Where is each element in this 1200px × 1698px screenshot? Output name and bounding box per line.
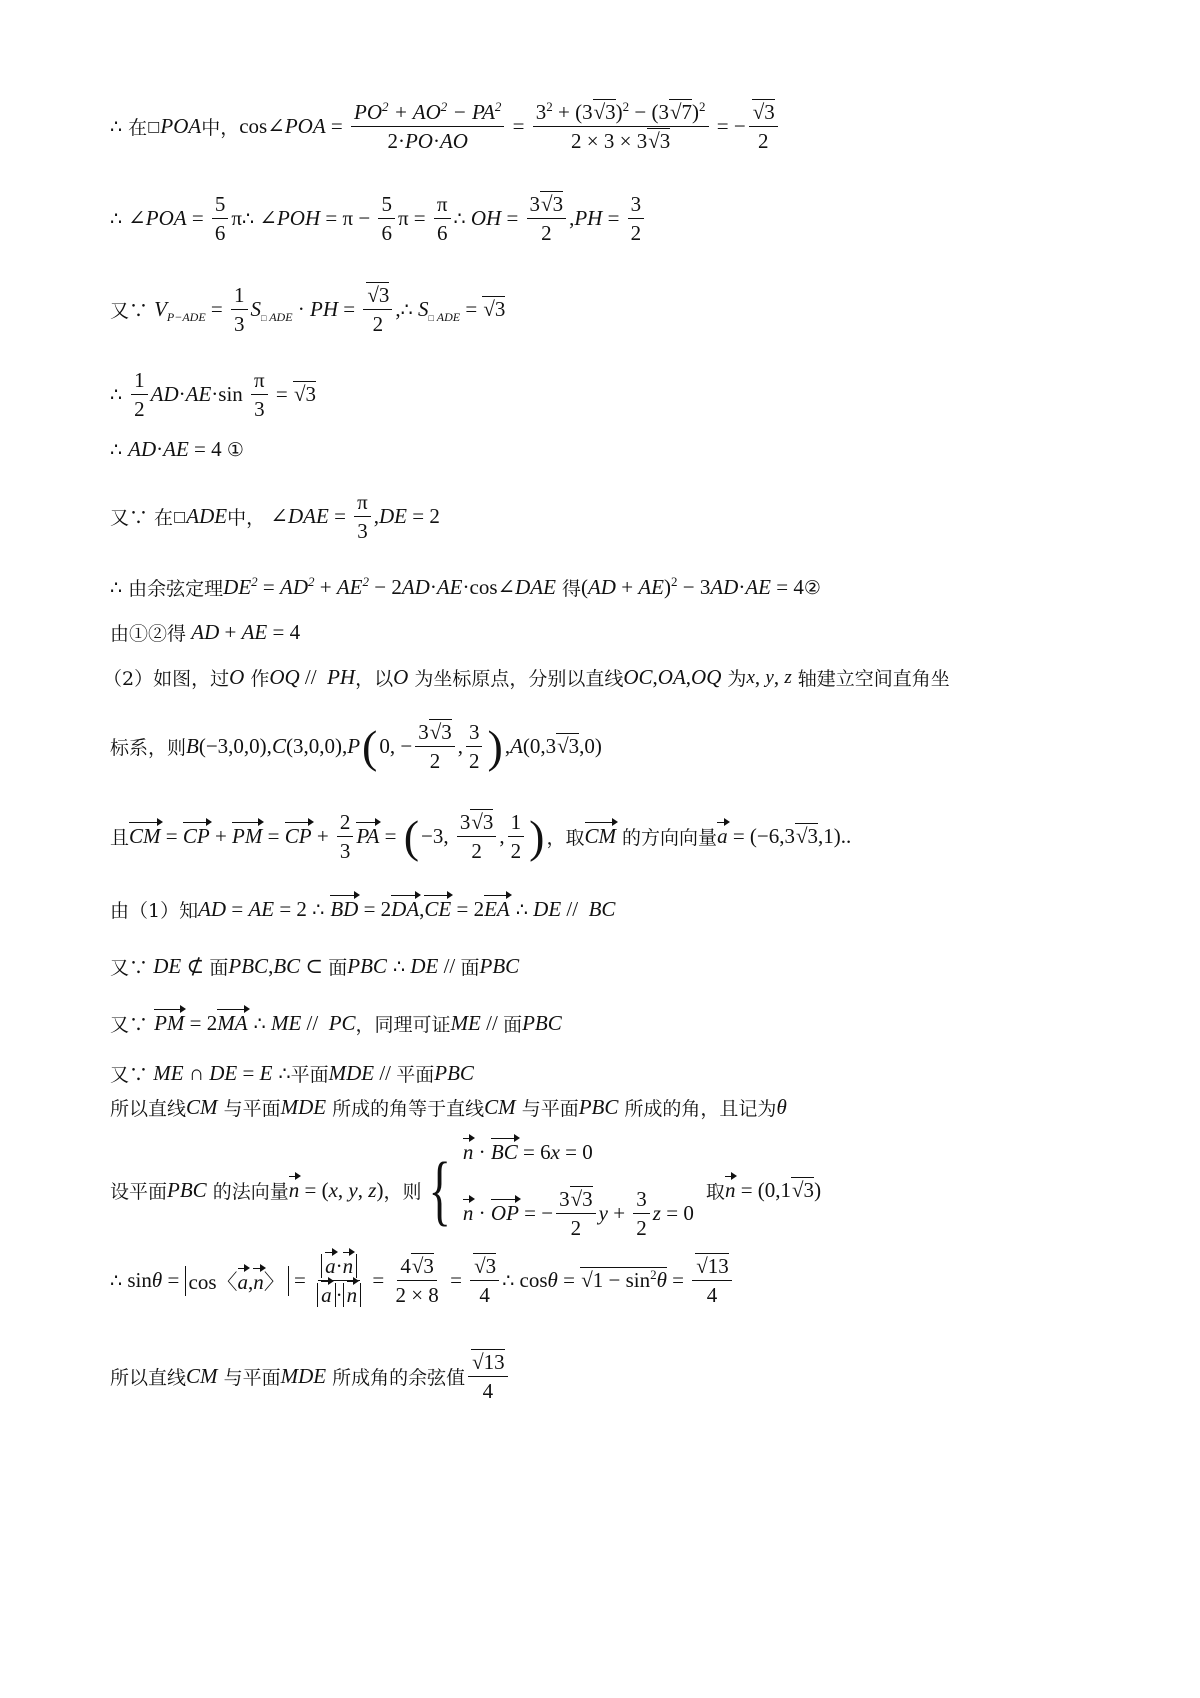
therefore-symbol: ∴: [312, 898, 325, 921]
line-coords: 标系，则 B (−3,0,0), C (3,0,0), P ( 0, − $\frac{3√3}{2}$ , $\frac{3}{2}$ ) , A (0,3√3,0): [110, 720, 602, 774]
therefore-symbol: ∴: [110, 207, 123, 230]
text-part2: 作: [250, 668, 270, 690]
therefore-symbol: ∴: [110, 438, 123, 461]
text-set-plane: 设平面: [110, 1180, 168, 1203]
text-plane: 与平面: [521, 1098, 579, 1120]
text-plane: 平面: [290, 1064, 329, 1086]
line-me-parallel: 又∵ PM = 2 MA ∴ ME // PC ，同理可证 ME // 面 PBC: [110, 1011, 562, 1036]
therefore-symbol: ∴: [242, 207, 255, 230]
therefore-symbol: ∴: [453, 207, 466, 230]
line-from-1: 由（1）知 AD = AE = 2 ∴ BD = 2 DA , CE = 2 EA ∴ DE // BC: [110, 897, 616, 922]
text-face: 面: [460, 957, 480, 979]
text-plane: 平面: [396, 1064, 435, 1086]
text-de: 得: [561, 578, 581, 600]
text-denote: 所成的角，且记为: [624, 1098, 777, 1120]
line-angle-equal: 所以直线 CM 与平面 MDE 所成的角等于直线 CM 与平面 PBC 所成的角，且记为 θ: [110, 1095, 787, 1120]
text-part2: ，以: [355, 668, 394, 690]
text-zhong: 中，: [227, 507, 266, 530]
text-you-bec: 又∵: [110, 300, 149, 323]
line-cos-poa: ∴ 在 □ POA 中， cos∠ POA = $\frac{PO^2 + AO^2 - PA^2}{2\cdot PO\cdot AO}$ = $\frac{3^2 + (3√3)^2 - (3√7)^2}{2 \times 3 \times 3√3}$ = − $\frac{√3}{2}$: [110, 100, 781, 153]
text-from-1: 由（1）知: [110, 900, 199, 922]
line-ad-ae-4: ∴ AD · AE = 4 ①: [110, 437, 244, 461]
text-then: ，则: [383, 1180, 422, 1203]
line-volume: 又∵ $V_{P-ADE}$ = $\frac{1}{3}$ $S_{□ ADE}$ · PH = $\frac{√3}{2}$ , ∴ $S_{□ ADE}$ = √3: [110, 283, 506, 337]
text-suoyi: 所以直线: [110, 1367, 187, 1390]
line-area-sin: ∴ $\frac{1}{2}$ AD · AE ·sin $\frac{\pi}{3}$ = √3: [110, 368, 317, 422]
line-de-parallel-plane: 又∵ DE ⊄ 面 PBC , BC ⊂ 面 PBC ∴ DE // 面 PBC: [110, 954, 520, 979]
text-final: 所成角的余弦值: [332, 1367, 466, 1390]
therefore-symbol: ∴: [253, 1012, 266, 1035]
equation-system: { n · BC = 6x = 0 n · OP = − $\frac{3√3}{2}$ y + $\frac{3}{2}$ z = 0: [428, 1140, 694, 1241]
text-face: 面: [209, 957, 229, 979]
text-you-bec: 又∵: [110, 1014, 149, 1036]
text-cos-law: 由余弦定理: [128, 578, 224, 600]
therefore-symbol: ∴: [110, 115, 123, 138]
therefore-symbol: ∴: [110, 576, 123, 599]
text-coord-sys: 标系，则: [110, 737, 187, 760]
line-triangle-ade: 又∵ 在 □ ADE 中， ∠ DAE = $\frac{\pi}{3}$ , DE = 2: [110, 490, 440, 544]
text-part2: 为坐标原点，分别以直线: [414, 668, 624, 690]
text-you-bec: 又∵: [110, 1064, 149, 1086]
text-in: 在: [128, 117, 148, 140]
line-sum-4: 由①②得 AD + AE = 4: [110, 620, 301, 645]
text-plane: 与平面: [223, 1098, 281, 1120]
line-final-answer: 所以直线 CM 与平面 MDE 所成角的余弦值 $\frac{√13}{4}$: [110, 1350, 511, 1403]
therefore-symbol: ∴: [515, 898, 528, 921]
equation-marker-2: ②: [803, 576, 821, 599]
text-normal-vec: 的法向量: [212, 1180, 289, 1203]
therefore-symbol: ∴: [502, 1269, 515, 1292]
text-angle-eq: 所成的角等于直线: [332, 1098, 485, 1120]
text-suoyi: 所以直线: [110, 1098, 187, 1120]
therefore-symbol: ∴: [110, 383, 123, 406]
therefore-symbol: ∴: [400, 298, 413, 321]
line-angle-poa: ∴ ∠ POA = $\frac{5}{6}$ π ∴ ∠ POH = π − $\frac{5}{6}$ π = $\frac{\pi}{6}$ ∴ OH = $\frac{3√3}{2}$ , PH = $\frac{3}{2}$: [110, 192, 647, 245]
therefore-symbol: ∴: [393, 955, 406, 978]
text-part2: 为: [727, 668, 747, 690]
therefore-symbol: ∴: [110, 1269, 123, 1292]
line-sin-theta: ∴ sin θ = cos〈a,n〉 = $\frac{a\cdot n}{a \cdot n}$ = $\frac{4√3}{2 \times 8}$ = $\frac{√3}{4}$ ∴ cos θ = $√1 - \sin^2\theta$ = $\frac{√13}{4}$: [110, 1254, 735, 1307]
text-zhong: 中，: [201, 117, 240, 140]
text-dir-vec: 的方向向量: [622, 827, 718, 850]
text-plane: 与平面: [223, 1367, 281, 1390]
text-face: 面: [503, 1014, 523, 1036]
line-part2: （2）如图，过 O 作 OQ // PH ，以 O 为坐标原点，分别以直线 OC , OA , OQ 为 x , y , z 轴建立空间直角坐: [103, 665, 950, 690]
text-take2: 取: [705, 1180, 725, 1203]
line-cosine-law: ∴ 由余弦定理 $DE^2$ = $AD^2$ + $AE^2$ − 2 AD · AE ·cos∠ DAE 得 ( AD + AE )$^2$ − 3 AD · AE = 4 ②: [110, 574, 821, 600]
text-part2: 轴建立空间直角坐: [797, 668, 950, 690]
text-part2: （2）如图，过: [103, 668, 230, 690]
line-planes-parallel: 又∵ ME ∩ DE = E ∴ 平面 MDE // 平面 PBC: [110, 1061, 474, 1086]
text-face: 面: [328, 957, 348, 979]
equation-marker-1: ①: [226, 438, 244, 461]
therefore-symbol: ∴: [278, 1062, 291, 1085]
text-tongli: ，同理可证: [355, 1014, 451, 1036]
line-vector-cm: 且 CM = CP + PM = CP + $\frac{2}{3}$ PA = ( −3, $\frac{3√3}{2}$ , $\frac{1}{2}$ ) ，取 CM 的方向向量 a = (−6,3√3,1)..: [110, 810, 852, 864]
text-from-12: 由①②得: [110, 623, 187, 645]
text-take: ，取: [546, 827, 585, 850]
line-normal-vector: 设平面 PBC 的法向量 n = ( x , y , z ) ，则 { n · BC = 6x = 0 n · OP = − $\frac{3√3}{2}$ y + $\frac{3}{2}$ z = 0 取 n = (0,1√3): [110, 1140, 822, 1241]
text-qie: 且: [110, 827, 130, 850]
text-you-bec-in: 又∵ 在: [110, 507, 174, 530]
text-you-bec: 又∵: [110, 957, 149, 979]
